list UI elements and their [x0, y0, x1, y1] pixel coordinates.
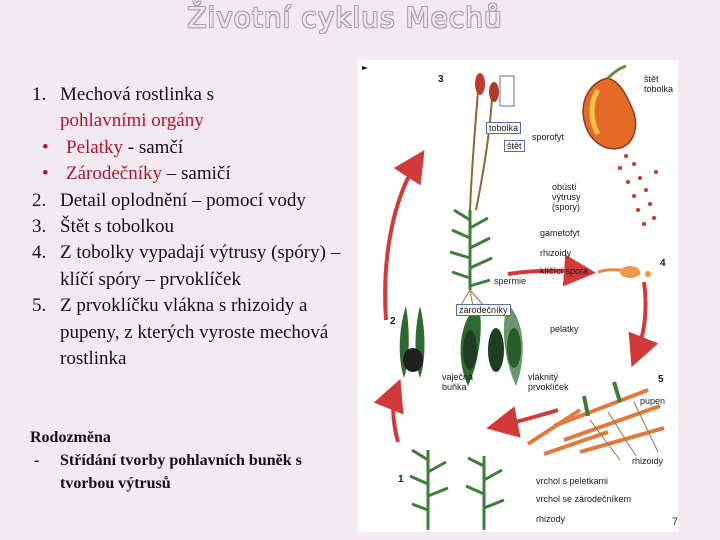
label-vlaknity-prvoklicek: vláknitý prvoklíček: [528, 372, 569, 392]
label-sporofyt: sporofyt: [532, 132, 565, 142]
moss-lifecycle-diagram: [358, 60, 678, 532]
young-moss-plants: [410, 450, 504, 530]
step-number: 4: [660, 258, 666, 269]
sub-list-item: [30, 161, 350, 187]
bullet-icon: •: [42, 163, 49, 185]
label-vrchol-se-zarodecnikem: vrchol se zárodečníkem: [536, 494, 632, 504]
cycle-arrows: [385, 160, 645, 442]
list-item-text: Mechová rostlinka s: [60, 84, 215, 105]
sub-list-item: [30, 135, 350, 161]
label-pelatky: pelatky: [550, 324, 579, 334]
step-number: 3: [438, 74, 444, 85]
label-vajecna-bunka: vaječná buňka: [442, 372, 474, 392]
label-spermie: spermie: [494, 276, 527, 286]
corner-marker: [362, 66, 368, 70]
sub-item-red-text: Pelatky: [66, 136, 123, 158]
list-number: 3.: [32, 216, 47, 238]
list-item-red-text: pohlavními orgány: [60, 110, 204, 132]
list-item: [30, 214, 350, 240]
label-gametofyt: gametofyt: [540, 228, 580, 238]
label-vrchol-s-peletkami: vrchol s peletkami: [536, 476, 609, 486]
list-number: 4.: [32, 242, 47, 264]
list-item-text: Z prvoklíčku vlákna s rhizoidy a pupeny, z kterých vyroste mechová rostlinka: [60, 295, 329, 370]
germinating-spore: [598, 266, 651, 278]
list-item: [30, 240, 350, 293]
label-zarodecniky: zárodečníky: [456, 304, 511, 316]
list-number: 2.: [32, 189, 47, 211]
rodozmena-heading: Rodozměna: [30, 429, 111, 446]
dash-bullet: -: [34, 452, 40, 469]
rodozmena-text: Střídání tvorby pohlavních buněk s tvorbou výtrusů: [60, 452, 302, 492]
slide-title: Životní cyklus Mechů: [187, 1, 503, 34]
list-item: [30, 188, 350, 214]
label-tobolka: tobolka: [486, 122, 521, 134]
rodozmena-section: [30, 426, 350, 495]
list-number: 1.: [32, 84, 47, 105]
sub-item-text: - samčí: [123, 136, 184, 158]
list-item-text: Z tobolky vypadají výtrusy (spóry) – klíčí spóry – prvoklíček: [60, 242, 341, 290]
sub-item-text: – samičí: [162, 163, 231, 185]
list-number: 5.: [32, 295, 47, 317]
list-item: [30, 293, 350, 372]
step-number: 1: [398, 474, 404, 485]
label-rhizoidy: rhizoidy: [540, 248, 572, 258]
rodozmena-item: [30, 449, 350, 495]
label-rhizoidy-protonema: rhizoidy: [632, 456, 664, 466]
list-item-text: Detail oplodnění – pomocí vody: [60, 189, 306, 211]
label-obusti-vytrusy: obústí výtrusy (spory): [552, 182, 581, 212]
label-stet: štět: [504, 140, 525, 152]
label-stet-tobolka: štět tobolka: [644, 74, 674, 94]
list-item: [30, 82, 350, 135]
label-pupen: pupen: [640, 396, 666, 406]
page-number: 7: [672, 516, 679, 528]
step-number: 2: [390, 316, 396, 327]
lifecycle-list: [30, 82, 350, 372]
bullet-icon: •: [42, 136, 49, 158]
list-item-text: Štět s tobolkou: [60, 216, 175, 238]
sub-item-red-text: Zárodečníky: [66, 163, 163, 185]
step-number: 5: [658, 374, 664, 385]
label-klici-spora: klíčící spora: [540, 266, 589, 276]
protonema-with-buds: [528, 382, 664, 454]
label-rhizody: rhizody: [536, 514, 566, 524]
